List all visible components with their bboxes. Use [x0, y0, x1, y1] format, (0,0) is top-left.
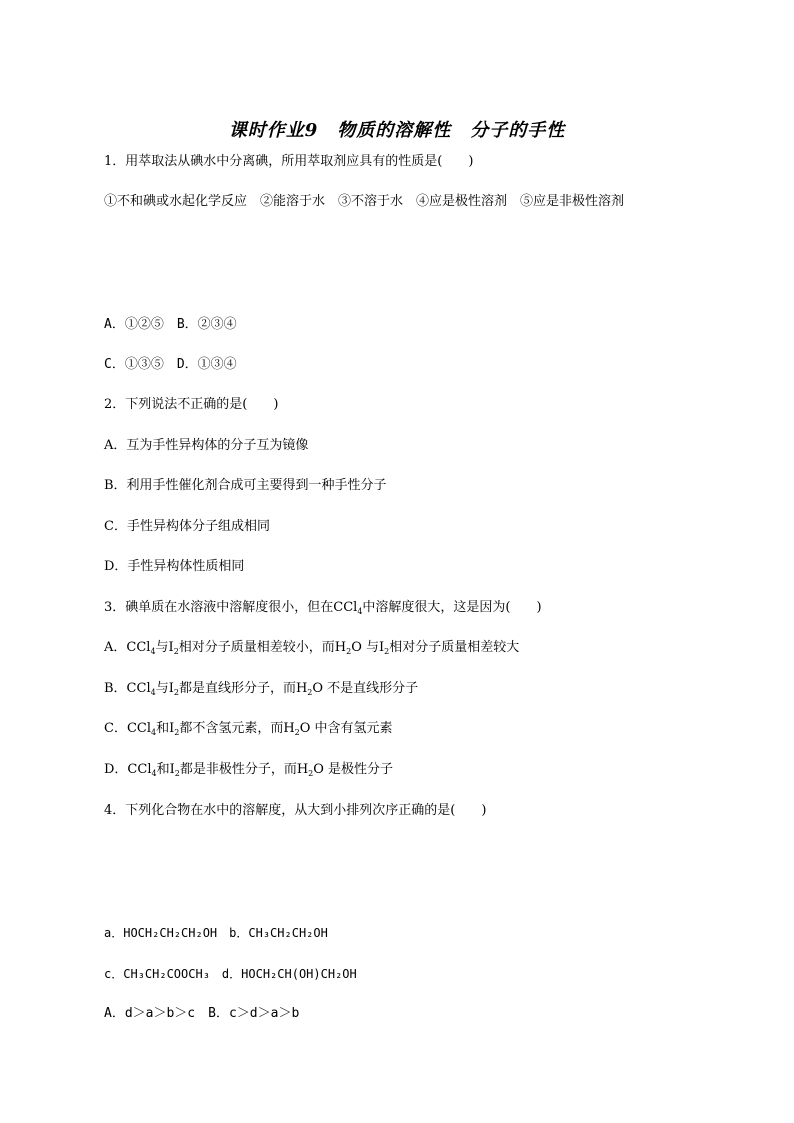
subscript: 2 [174, 769, 180, 778]
question-1-options-cd: C．①③⑤ D．①③④ [104, 357, 237, 372]
subscript: 4 [150, 647, 156, 656]
subscript: 4 [151, 769, 157, 778]
subscript: 2 [173, 688, 179, 697]
question-2-option-a: A．互为手性异构体的分子互为镜像 [104, 438, 309, 453]
question-3-stem [104, 600, 542, 616]
question-4-stem: 4．下列化合物在水中的溶解度，从大到小排列次序正确的是( ) [104, 803, 487, 818]
question-1-stem: 1．用萃取法从碘水中分离碘，所用萃取剂应具有的性质是( ) [104, 154, 474, 169]
question-2-stem: 2．下列说法不正确的是( ) [104, 397, 279, 412]
subscript: 2 [174, 728, 180, 737]
text-run: 与I [155, 681, 174, 696]
text-run: 相对分子质量相差较大 [389, 640, 520, 655]
text-run: 都是非极性分子，而H [179, 762, 309, 777]
question-1-options-ab: A．①②⑤ B．②③④ [104, 317, 237, 332]
text-run: O 与I [351, 640, 385, 655]
q3-stem-pre: 3．碘单质在水溶液中溶解度很小，但在CCl [104, 600, 358, 615]
question-4-compounds-cd: c．CH₃CH₂COOCH₃ d．HOCH₂CH(OH)CH₂OH [104, 967, 357, 981]
text-run: 与I [155, 640, 174, 655]
question-2-option-c: C．手性异构体分子组成相同 [104, 519, 270, 534]
text-run: 相对分子质量相差较小，而H [178, 640, 347, 655]
subscript: 4 [150, 688, 156, 697]
text-run: D．CCl [104, 762, 152, 777]
text-run: 都不含氢元素，而H [179, 721, 295, 736]
page-title: 课时作业9 物质的溶解性 分子的手性 [228, 120, 566, 141]
text-run: O 是极性分子 [313, 762, 394, 777]
q3-stem-post: 中溶解度很大，这是因为( ) [362, 600, 542, 615]
text-run: O 中含有氢元素 [299, 721, 393, 736]
text-run: C．CCl [104, 721, 151, 736]
subscript: 4 [357, 607, 363, 616]
question-1-properties: ①不和碘或水起化学反应 ②能溶于水 ③不溶于水 ④应是极性溶剂 ⑤应是非极性溶剂 [104, 194, 625, 209]
text-run: A．CCl [104, 640, 151, 655]
text-run: B．CCl [104, 681, 151, 696]
question-3-option-a [104, 640, 519, 656]
question-2-option-d: D．手性异构体性质相同 [104, 559, 245, 574]
subscript: 2 [346, 647, 352, 656]
text-run: O 不是直线形分子 [312, 681, 419, 696]
subscript: 2 [308, 769, 314, 778]
subscript: 2 [173, 647, 179, 656]
text-run: 和I [156, 762, 175, 777]
subscript: 4 [151, 728, 157, 737]
question-3-option-b [104, 681, 418, 697]
question-3-option-c [104, 721, 393, 737]
question-3-option-d [104, 762, 393, 778]
subscript: 2 [384, 647, 390, 656]
text-run: 都是直线形分子，而H [178, 681, 308, 696]
subscript: 2 [307, 688, 313, 697]
subscript: 2 [294, 728, 300, 737]
question-4-compounds-ab: a．HOCH₂CH₂CH₂OH b．CH₃CH₂CH₂OH [104, 926, 328, 940]
question-2-option-b: B．利用手性催化剂合成可主要得到一种手性分子 [104, 478, 387, 493]
text-run: 和I [156, 721, 175, 736]
question-4-options-ab: A．d＞a＞b＞c B．c＞d＞a＞b [104, 1006, 300, 1021]
